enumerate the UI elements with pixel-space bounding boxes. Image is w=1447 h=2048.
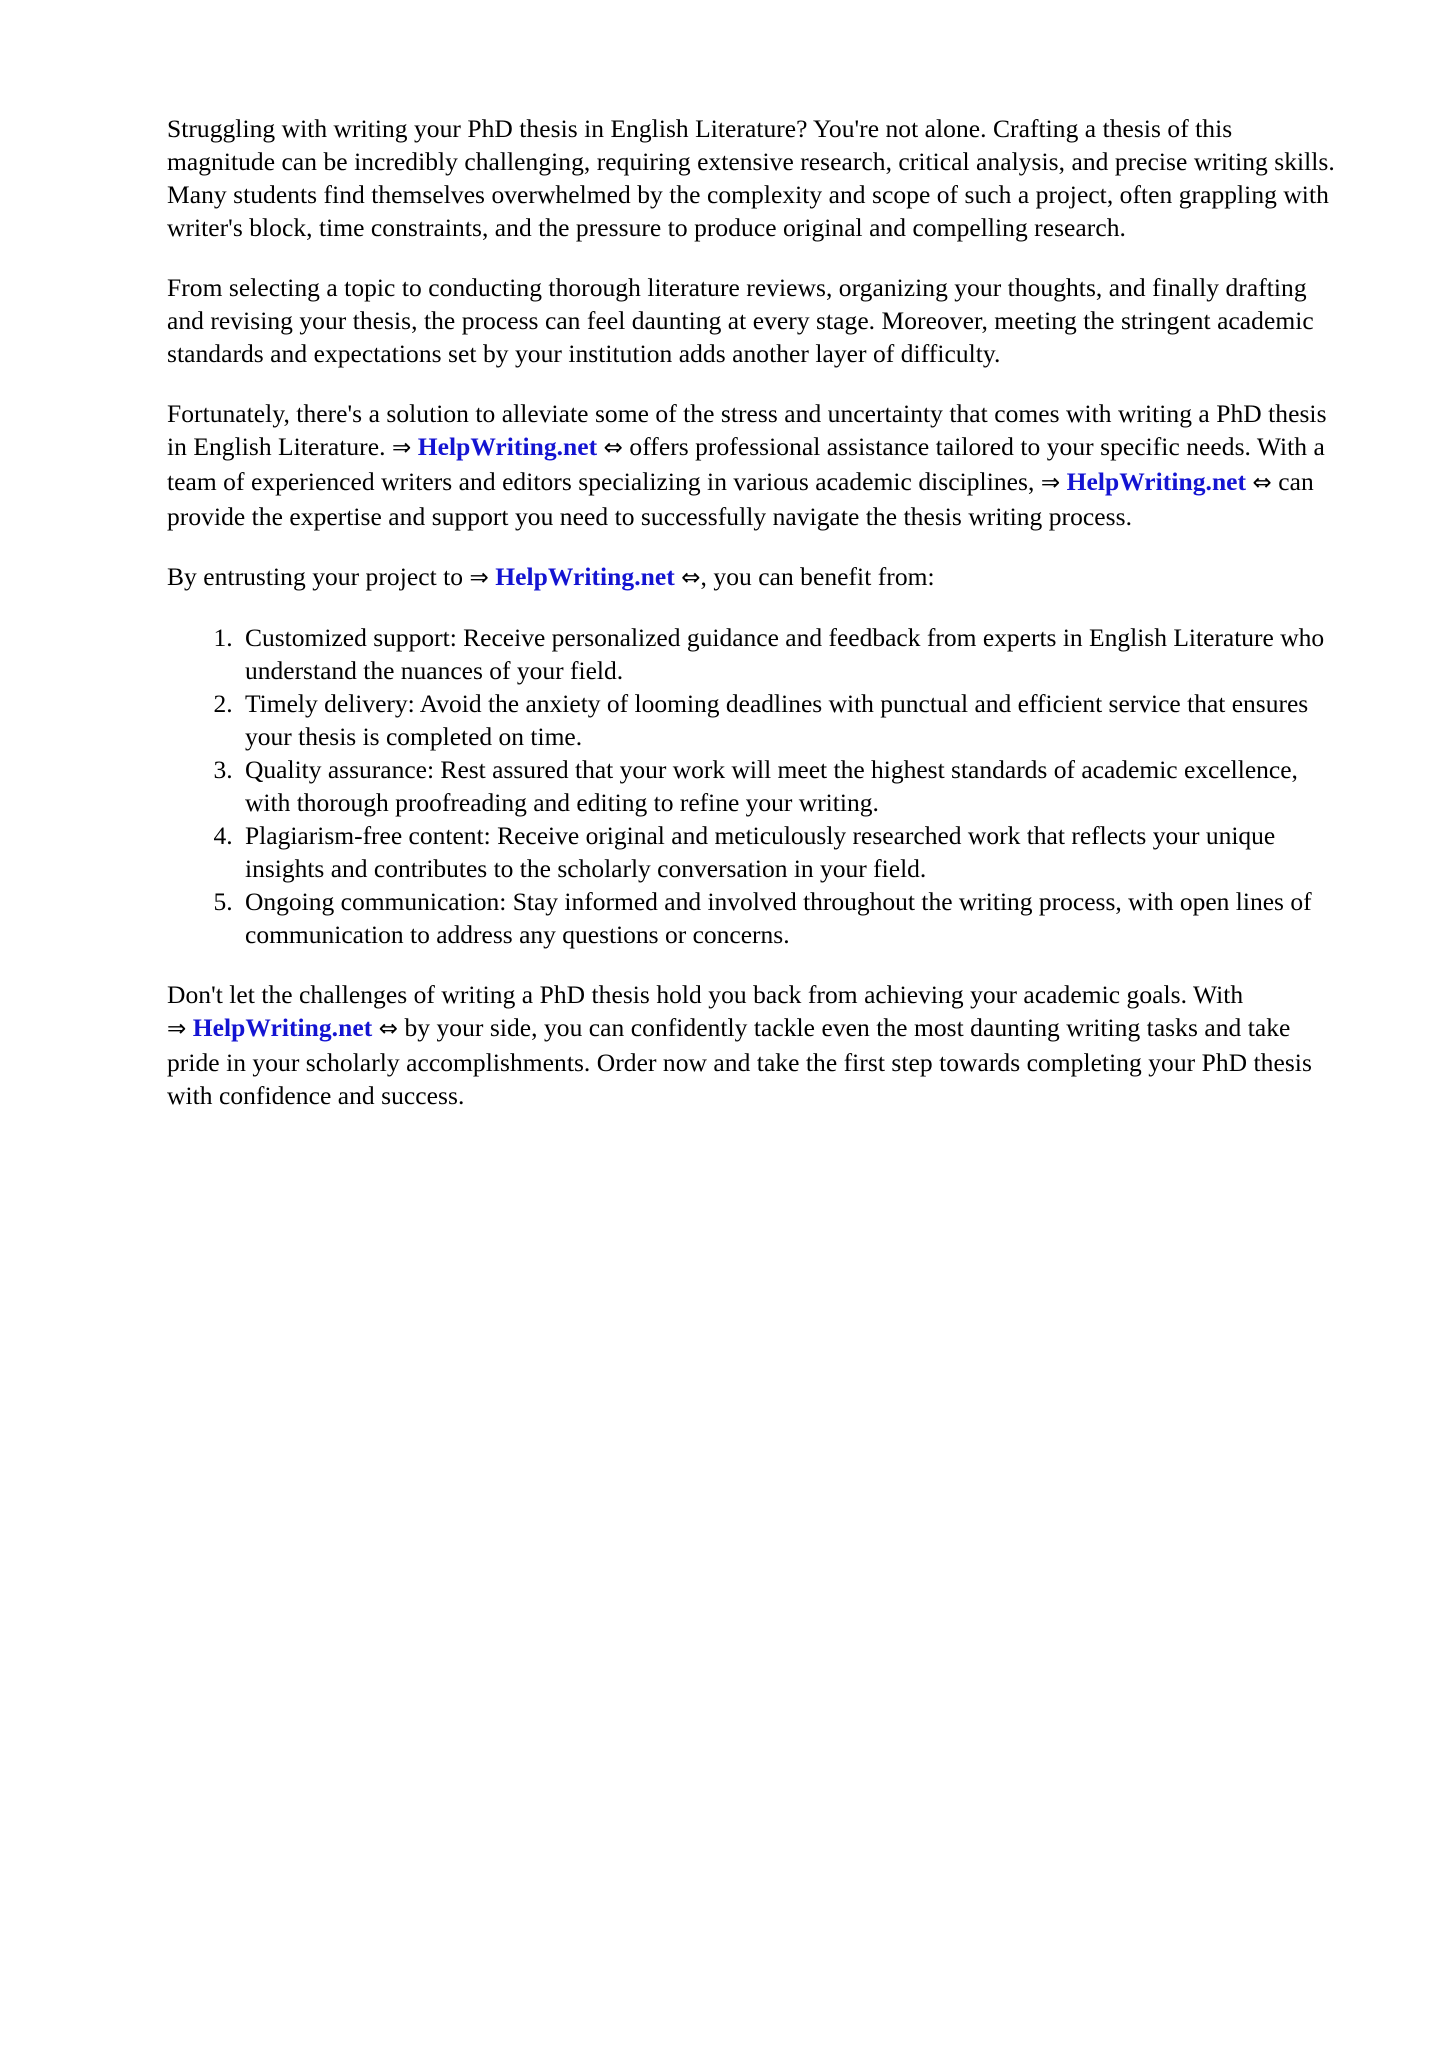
helpwriting-link-4[interactable]: HelpWriting.net <box>192 1013 373 1042</box>
list-item: 3. Quality assurance: Rest assured that your work will meet the highest standards of academic excellence, with thorough proofreading and editing to refine your writing. <box>239 753 1345 819</box>
left-right-arrow-icon: ⇔ <box>378 1016 399 1042</box>
paragraph-solution-text-1: Fortunately, there's a solution to alleviate some of the stress and uncertainty that comes with writing a PhD thesis in English Literature. <box>167 399 1327 461</box>
helpwriting-link-4-wrap[interactable] <box>167 1013 398 1042</box>
double-right-arrow-icon: ⇒ <box>167 1016 187 1042</box>
paragraph-challenges: From selecting a topic to conducting thorough literature reviews, organizing your thoughts, and finally drafting and revising your thesis, the process can feel daunting at every stage. Moreover, meeting the stringent academic standards and expectations set by your institution adds another layer of difficulty. <box>167 273 1314 368</box>
paragraph-solution-text-2: offers professional assistance tailored to your specific needs. With a team of experienced writers and editors specializing in various academic disciplines, <box>167 432 1325 496</box>
helpwriting-link-1[interactable]: HelpWriting.net <box>417 432 598 461</box>
helpwriting-link-2-wrap[interactable] <box>1034 467 1271 496</box>
document-body <box>167 112 1345 1139</box>
benefits-list <box>167 621 1345 951</box>
helpwriting-link-3-wrap[interactable] <box>463 562 700 591</box>
paragraph-benefits-intro-text-1: By entrusting your project to <box>167 562 464 591</box>
paragraph-closing <box>167 978 1345 1112</box>
double-right-arrow-icon: ⇒ <box>1040 470 1061 496</box>
paragraph-intro: Struggling with writing your PhD thesis in English Literature? You're not alone. Crafting a thesis of this magnitude can be incredibly challenging, requiring extensive research, critical analysis, and precise writing skills. Many students find themselves overwhelmed by the complexity and scope of such a project, often grappling with writer's block, time constraints, and the pressure to produce original and compelling research. <box>167 114 1335 242</box>
helpwriting-link-2[interactable]: HelpWriting.net <box>1066 467 1247 496</box>
left-right-arrow-icon: ⇔ <box>603 435 623 461</box>
list-item: 1. Customized support: Receive personalized guidance and feedback from experts in English Literature who understand the nuances of your field. <box>239 621 1345 687</box>
paragraph-benefits-intro-text-2: , you can benefit from: <box>700 562 935 591</box>
paragraph-closing-text-2: by your side, you can confidently tackle even the most daunting writing tasks and take pride in your scholarly accomplishments. Order now and take the first step towards completing your PhD thesis with confidence and success. <box>167 1013 1312 1110</box>
double-right-arrow-icon: ⇒ <box>469 565 489 591</box>
double-right-arrow-icon: ⇒ <box>391 435 412 461</box>
list-item: 5. Ongoing communication: Stay informed and involved throughout the writing process, with open lines of communication to address any questions or concerns. <box>239 885 1345 951</box>
paragraph-closing-text-1: Don't let the challenges of writing a PhD thesis hold you back from achieving your academic goals. With <box>167 980 1244 1009</box>
left-right-arrow-icon: ⇔ <box>681 565 701 591</box>
helpwriting-link-3[interactable]: HelpWriting.net <box>495 562 675 591</box>
list-item: 2. Timely delivery: Avoid the anxiety of looming deadlines with punctual and efficient service that ensures your thesis is completed on time. <box>239 687 1345 753</box>
paragraph-solution-text-3: can provide the expertise and support you need to successfully navigate the thesis writing process. <box>167 467 1314 531</box>
helpwriting-link-1-wrap[interactable] <box>386 432 623 461</box>
left-right-arrow-icon: ⇔ <box>1252 470 1272 496</box>
paragraph-solution <box>167 397 1345 533</box>
list-item: 4. Plagiarism-free content: Receive original and meticulously researched work that reflects your unique insights and contributes to the scholarly conversation in your field. <box>239 819 1345 885</box>
paragraph-benefits-intro <box>167 560 1345 595</box>
